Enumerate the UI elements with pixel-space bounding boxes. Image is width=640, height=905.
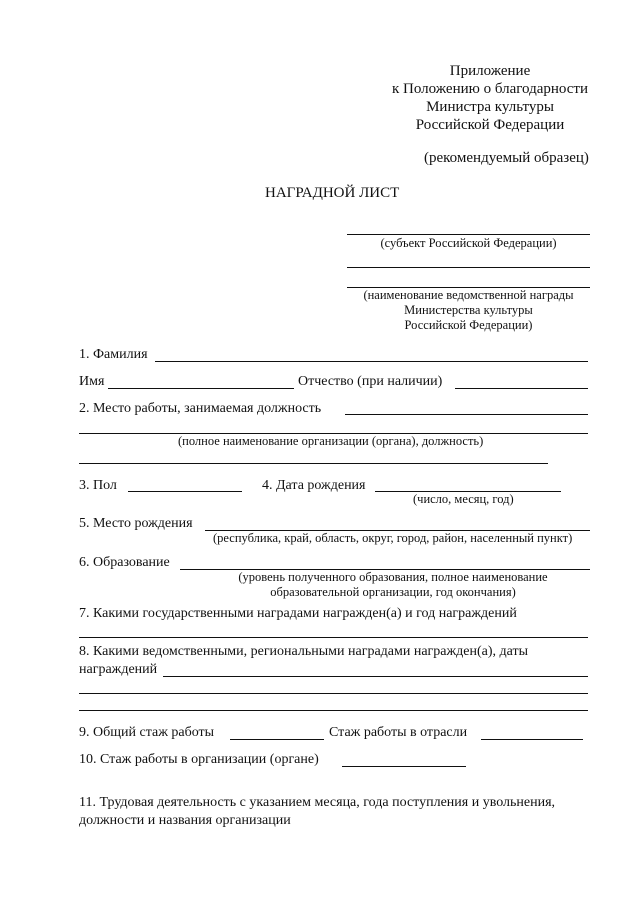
document-title: НАГРАДНОЙ ЛИСТ: [265, 185, 400, 201]
education-caption-2: образовательной организации, год окончания): [270, 585, 516, 599]
workplace-caption: (полное наименование организации (органа), должность): [178, 434, 484, 448]
patronymic-field[interactable]: [455, 388, 588, 389]
labor-activity-label-1: 11. Трудовая деятельность с указанием месяца, года поступления и увольнения,: [79, 795, 556, 810]
workplace-label: 2. Место работы, занимаемая должность: [79, 401, 322, 416]
workplace-field-1[interactable]: [345, 414, 588, 415]
patronymic-label: Отчество (при наличии): [298, 374, 443, 389]
birth-place-caption: (республика, край, область, округ, город, район, населенный пункт): [213, 531, 573, 545]
sex-label: 3. Пол: [79, 478, 117, 493]
labor-activity-label-2: должности и названия организации: [79, 813, 291, 828]
dept-awards-label-1: 8. Какими ведомственными, региональными наградами награжден(а), даты: [79, 644, 529, 659]
award-caption-1: (наименование ведомственной награды: [363, 288, 574, 302]
subject-caption: (субъект Российской Федерации): [380, 236, 557, 250]
education-label: 6. Образование: [79, 555, 170, 570]
appendix-line-4: Российской Федерации: [415, 117, 565, 133]
birth-date-label: 4. Дата рождения: [262, 478, 366, 493]
state-awards-label: 7. Какими государственными наградами награжден(а) и год награждений: [79, 606, 517, 621]
total-experience-label: 9. Общий стаж работы: [79, 725, 215, 740]
birth-date-caption: (число, месяц, год): [413, 492, 514, 506]
award-caption-2: Министерства культуры: [404, 303, 533, 317]
birth-place-label: 5. Место рождения: [79, 516, 193, 531]
subject-line[interactable]: [347, 234, 590, 235]
industry-experience-label: Стаж работы в отрасли: [329, 725, 468, 740]
sample-note: (рекомендуемый образец): [424, 150, 589, 166]
dept-awards-label-2: награждений: [79, 662, 158, 677]
surname-label: 1. Фамилия: [79, 347, 148, 362]
workplace-field-3[interactable]: [79, 463, 548, 464]
dept-awards-field-2[interactable]: [79, 693, 588, 694]
org-experience-field[interactable]: [342, 766, 466, 767]
appendix-line-3: Министра культуры: [426, 99, 554, 115]
state-awards-field[interactable]: [79, 637, 588, 638]
dept-awards-field-3[interactable]: [79, 710, 588, 711]
award-caption-3: Российской Федерации): [404, 318, 533, 332]
total-experience-field[interactable]: [230, 739, 324, 740]
appendix-title: Приложение: [449, 63, 531, 79]
first-name-field[interactable]: [108, 388, 294, 389]
surname-field[interactable]: [155, 361, 588, 362]
appendix-line-2: к Положению о благодарности: [391, 81, 589, 97]
org-experience-label: 10. Стаж работы в организации (органе): [79, 752, 319, 767]
first-name-label: Имя: [79, 374, 105, 389]
dept-awards-field-1[interactable]: [163, 676, 588, 677]
education-caption-1: (уровень полученного образования, полное наименование: [238, 570, 548, 584]
sex-field[interactable]: [128, 491, 242, 492]
award-line-1[interactable]: [347, 267, 590, 268]
industry-experience-field[interactable]: [481, 739, 583, 740]
